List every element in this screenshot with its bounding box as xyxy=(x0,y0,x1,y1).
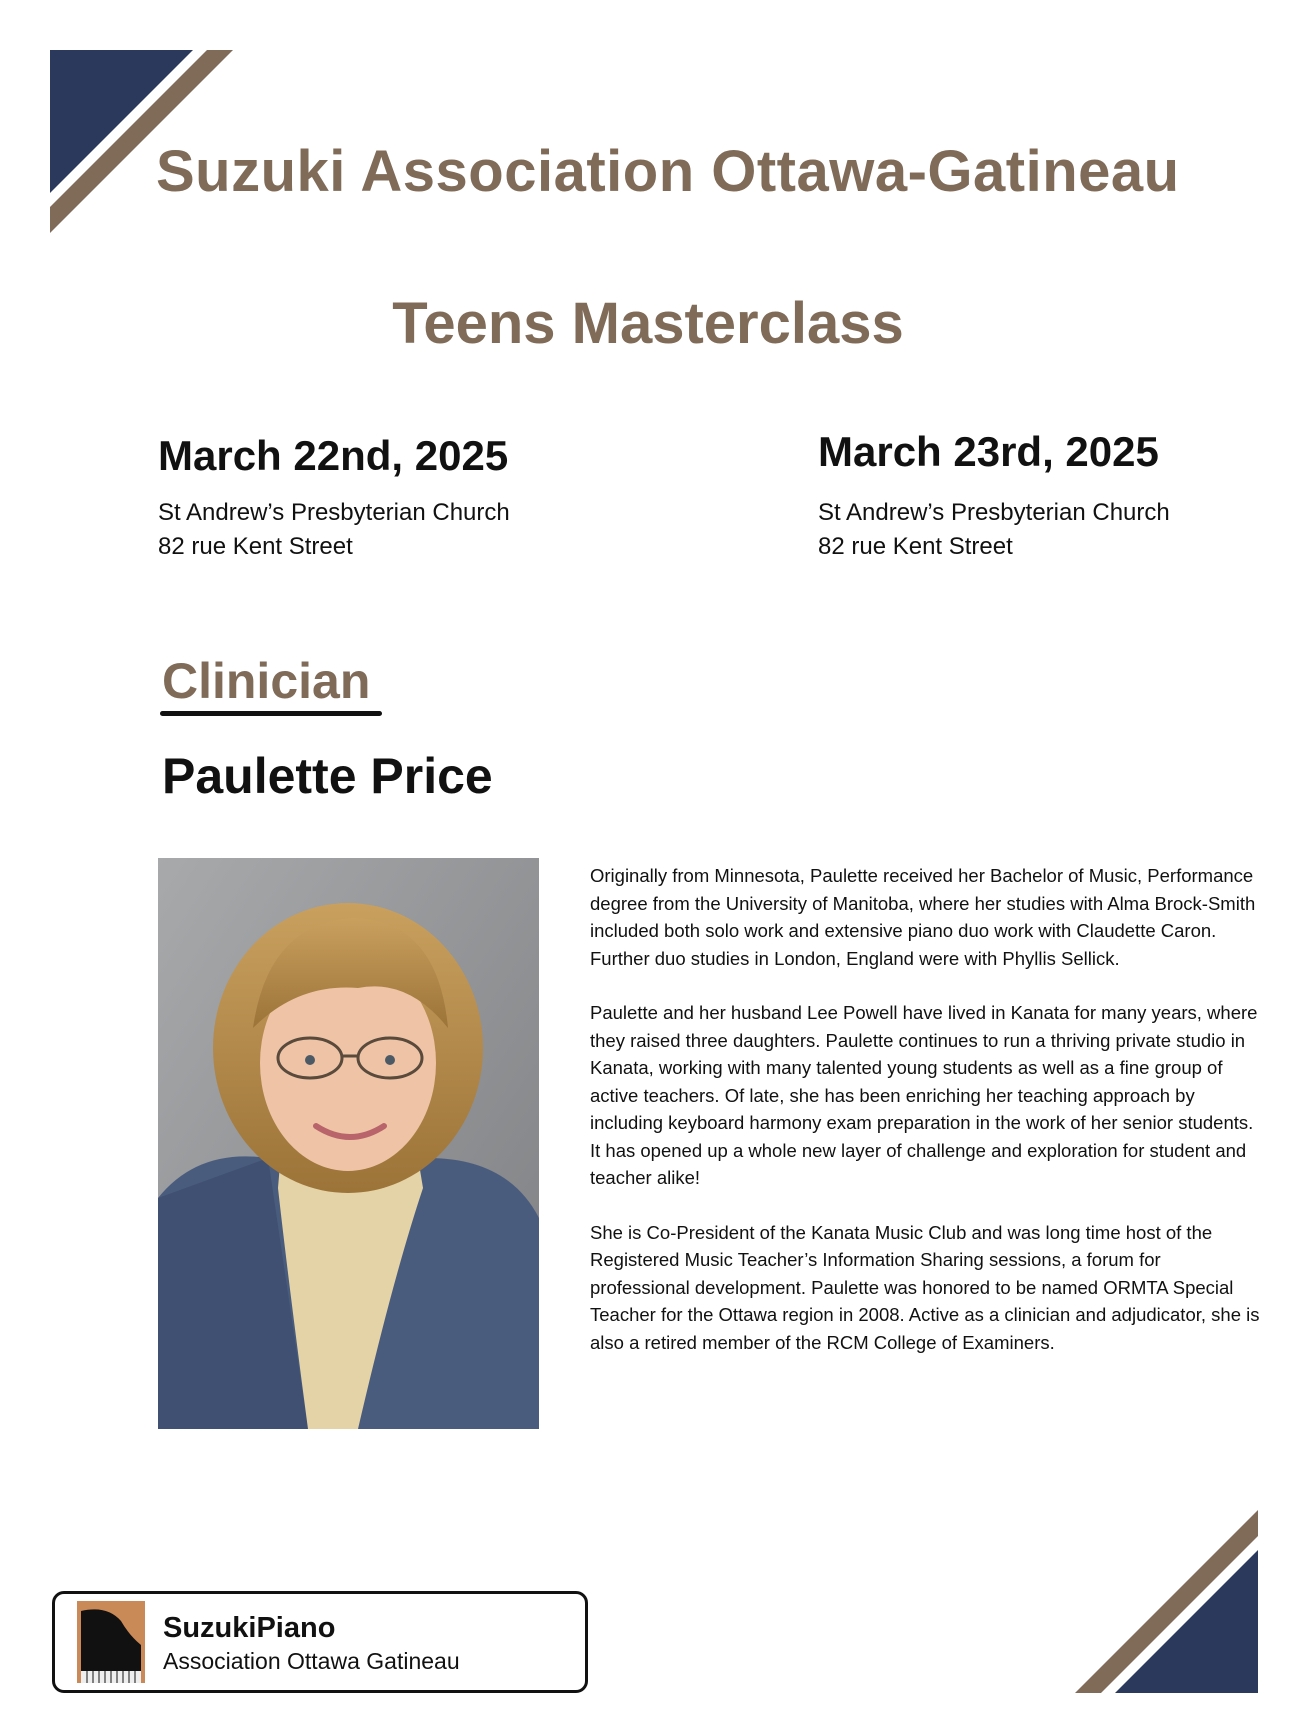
bio-paragraph: She is Co-President of the Kanata Music Club and was long time host of the Registered Music Teacher’s Information Sharing sessions, a forum for professional development. Paulette was honored to be named ORMTA Special Teacher for the Ottawa region in 2008. Active as a clinician and adjudicator, she is also a retired member of the RCM College of Examiners. xyxy=(590,1221,1260,1353)
clinician-name: Paulette Price xyxy=(162,748,493,804)
clinician-bio xyxy=(590,862,1260,1383)
clinician-photo xyxy=(158,858,539,1429)
event-address-2: 82 rue Kent Street xyxy=(818,533,1013,560)
corner-decoration-bottom-right xyxy=(1075,1510,1258,1693)
bio-paragraph: Paulette and her husband Lee Powell have lived in Kanata for many years, where they raised three daughters. Paulette continues to run a thriving private studio in Kanata, working with many talented young students as well as a fine group of active teachers. Of late, she has been enriching her teaching approach by including keyboard harmony exam preparation in the work of her senior students. It has opened up a whole new layer of challenge and exploration for student and teacher alike! xyxy=(590,1002,1258,1188)
clinician-heading: Clinician xyxy=(162,653,371,709)
suzuki-piano-logo xyxy=(52,1591,588,1693)
logo-subtitle: Association Ottawa Gatineau xyxy=(163,1648,460,1674)
page-title: Suzuki Association Ottawa-Gatineau xyxy=(156,139,1180,204)
event-address-1: 82 rue Kent Street xyxy=(158,533,353,560)
event-subtitle: Teens Masterclass xyxy=(392,291,904,356)
piano-icon xyxy=(77,1601,145,1683)
event-date-1: March 22nd, 2025 xyxy=(158,432,509,479)
event-date-2: March 23rd, 2025 xyxy=(818,428,1159,475)
bio-paragraph: Originally from Minnesota, Paulette received her Bachelor of Music, Performance degree from the University of Manitoba, where her studies with Alma Brock-Smith included both solo work and extensive piano duo work with Claudette Caron. Further duo studies in London, England were with Phyllis Sellick. xyxy=(590,865,1256,969)
event-venue-1: St Andrew’s Presbyterian Church xyxy=(158,499,510,526)
clinician-underline xyxy=(160,711,382,716)
logo-name: SuzukiPiano xyxy=(163,1612,336,1644)
event-venue-2: St Andrew’s Presbyterian Church xyxy=(818,499,1170,526)
